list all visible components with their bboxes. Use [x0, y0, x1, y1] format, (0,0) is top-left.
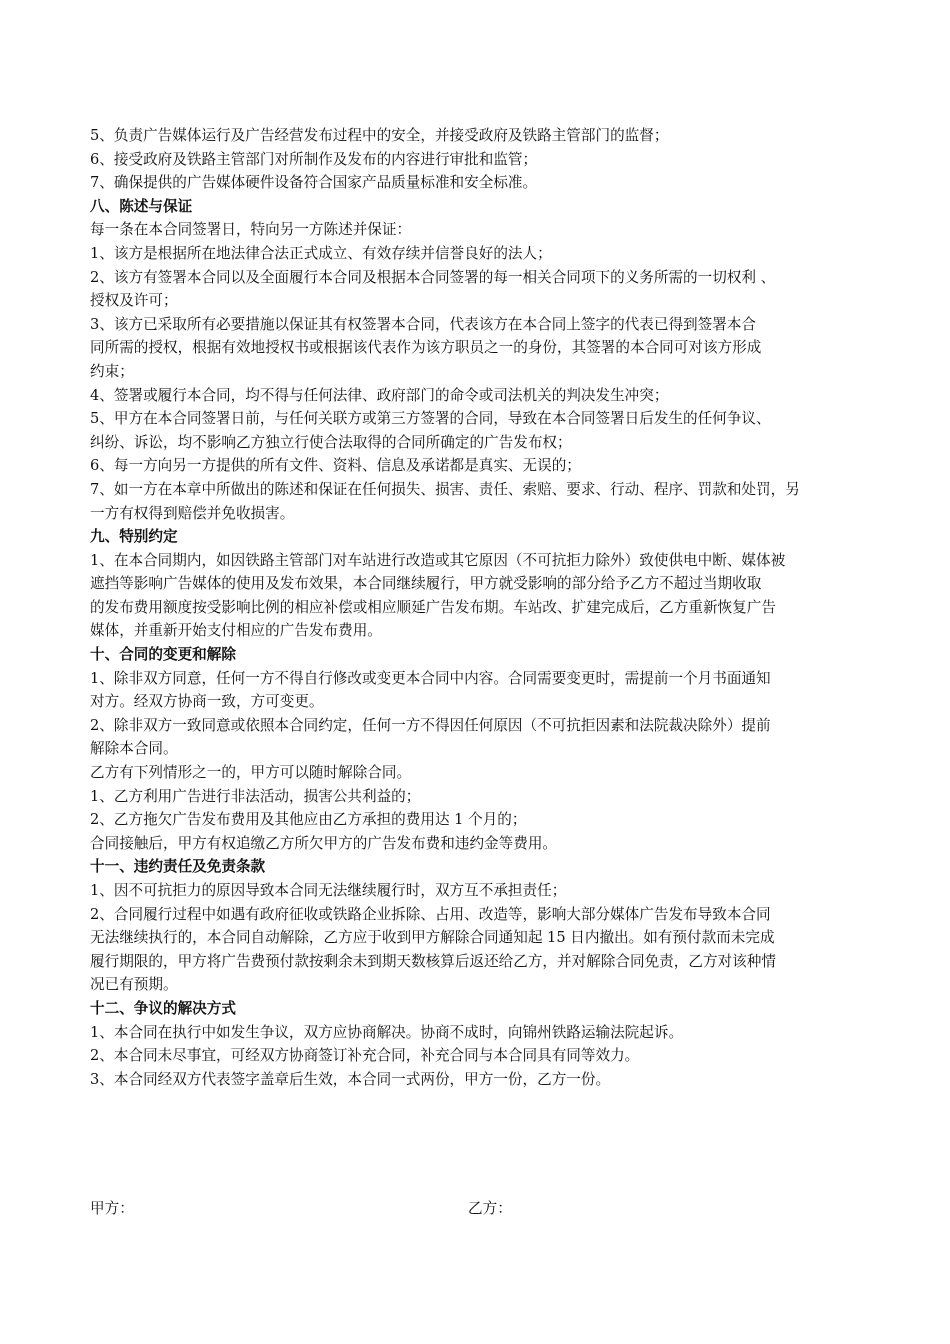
- text-line: 每一条在本合同签署日，特向另一方陈述并保证：: [90, 221, 412, 239]
- text-line: 无法继续执行的，本合同自动解除，乙方应于收到甲方解除合同通知起 15 日内撤出。如有预付款而未完成: [90, 929, 775, 947]
- section-heading: 八、陈述与保证: [90, 197, 193, 215]
- section-heading: 十、合同的变更和解除: [90, 646, 236, 664]
- section-heading: 十二、争议的解决方式: [90, 999, 236, 1017]
- text-line: 2、本合同未尽事宜，可经双方协商签订补充合同，补充合同与本合同具有同等效力。: [90, 1047, 640, 1065]
- text-line: 1、乙方利用广告进行非法活动，损害公共利益的；: [90, 787, 421, 805]
- text-line: 5、甲方在本合同签署日前，与任何关联方或第三方签署的合同，导致在本合同签署日后发生的任何争议、: [90, 410, 771, 428]
- text-line: 同所需的授权，根据有效地授权书或根据该代表作为该方职员之一的身份，其签署的本合同可对该方形成: [90, 339, 762, 357]
- text-line: 乙方有下列情形之一的，甲方可以随时解除合同。: [90, 764, 412, 782]
- text-line: 授权及许可；: [90, 292, 178, 310]
- text-line: 1、本合同在执行中如发生争议，双方应协商解决。协商不成时，向锦州铁路运输法院起诉。: [90, 1023, 684, 1041]
- text-line: 6、接受政府及铁路主管部门对所制作及发布的内容进行审批和监管；: [90, 150, 538, 168]
- text-line: 一方有权得到赔偿并免收损害。: [90, 504, 295, 522]
- contract-body: [90, 124, 865, 1091]
- text-line: 5、负责广告媒体运行及广告经营发布过程中的安全，并接受政府及铁路主管部门的监督；: [90, 127, 669, 144]
- text-line: 对方。经双方协商一致，方可变更。: [90, 693, 324, 711]
- section-heading: 九、特别约定: [90, 528, 178, 546]
- text-line: 3、本合同经双方代表签字盖章后生效，本合同一式两份，甲方一份，乙方一份。: [90, 1070, 611, 1088]
- text-line: 6、每一方向另一方提供的所有文件、资料、信息及承诺都是真实、无误的；: [90, 457, 581, 475]
- text-line: 4、签署或履行本合同，均不得与任何法律、政府部门的命令或司法机关的判决发生冲突；: [90, 386, 669, 404]
- text-line: 履行期限的，甲方将广告费预付款按剩余未到期天数核算后返还给乙方，并对解除合同免责，乙方对该种情: [90, 952, 776, 970]
- text-line: 1、除非双方同意，任何一方不得自行修改或变更本合同中内容。合同需要变更时，需提前一个月书面通知: [90, 669, 771, 687]
- text-line: 约束；: [90, 362, 134, 380]
- text-line: 况已有预期。: [90, 976, 178, 994]
- text-line: 1、该方是根据所在地法律合法正式成立、有效存续并信誉良好的法人；: [90, 244, 552, 262]
- text-line: 2、该方有签署本合同以及全面履行本合同及根据本合同签署的每一相关合同项下的义务所需的一切权利 、: [90, 268, 776, 286]
- party-a-signature-label: 甲方：: [90, 1200, 134, 1217]
- party-b-signature-label: 乙方：: [468, 1200, 512, 1217]
- text-line: 7、如一方在本章中所做出的陈述和保证在任何损失、损害、责任、索赔、要求、行动、程序、罚款和处罚，另: [90, 480, 800, 498]
- text-line: 媒体，并重新开始支付相应的广告发布费用。: [90, 622, 382, 640]
- text-line: 2、合同履行过程中如遇有政府征收或铁路企业拆除、占用、改造等，影响大部分媒体广告发布导致本合同: [90, 905, 771, 923]
- text-line: 的发布费用额度按受影响比例的相应补偿或相应顺延广告发布期。车站改、扩建完成后，乙方重新恢复广告: [90, 598, 776, 616]
- text-line: 合同接触后，甲方有权追缴乙方所欠甲方的广告发布费和违约金等费用。: [90, 834, 558, 852]
- text-line: 遮挡等影响广告媒体的使用及发布效果，本合同继续履行，甲方就受影响的部分给予乙方不超过当期收取: [90, 575, 762, 593]
- text-line: 1、因不可抗拒力的原因导致本合同无法继续履行时，双方互不承担责任；: [90, 882, 567, 899]
- section-heading: 十一、违约责任及免责条款: [90, 858, 266, 876]
- text-line: 1、在本合同期内，如因铁路主管部门对车站进行改造或其它原因（不可抗拒力除外）致使供电中断、媒体被: [90, 551, 786, 569]
- text-line: 2、除非双方一致同意或依照本合同约定，任何一方不得因任何原因（不可抗拒因素和法院裁决除外）提前: [90, 716, 771, 734]
- text-line: 7、确保提供的广告媒体硬件设备符合国家产品质量标准和安全标准。: [90, 174, 538, 192]
- text-line: 纠纷、诉讼，均不影响乙方独立行使合法取得的合同所确定的广告发布权；: [90, 433, 572, 451]
- text-line: 3、该方已采取所有必要措施以保证其有权签署本合同，代表该方在本合同上签字的代表已得到签署本合: [90, 315, 757, 333]
- text-line: 2、乙方拖欠广告发布费用及其他应由乙方承担的费用达 1 个月的；: [90, 811, 527, 829]
- text-line: 解除本合同。: [90, 740, 178, 758]
